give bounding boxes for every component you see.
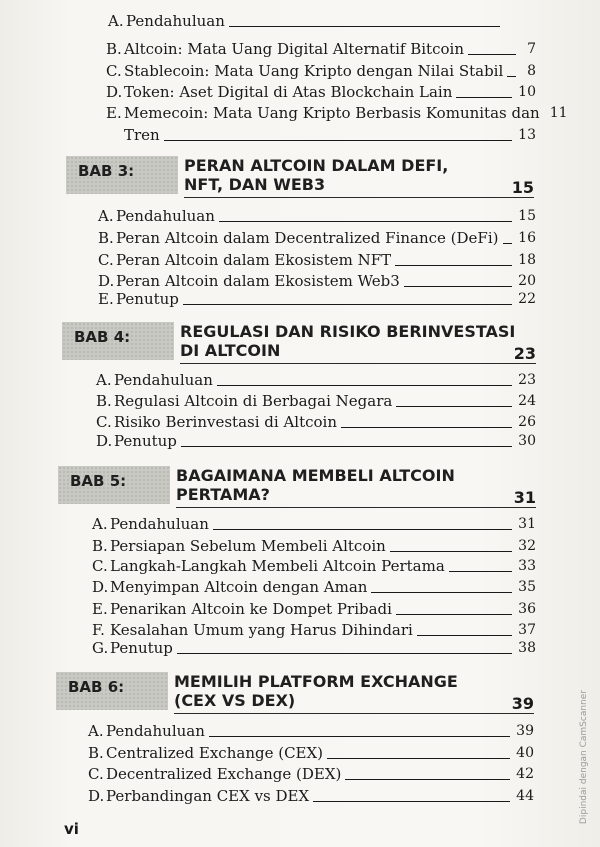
toc-entry [92,537,536,555]
chapter-page: 23 [513,344,536,363]
entry-page: 23 [518,372,536,388]
entry-letter: D. [92,578,109,596]
leader-line [503,243,513,244]
leader-line [395,265,512,266]
chapter-rule [180,363,536,364]
chapter-label-box [66,156,178,194]
entry-title: Decentralized Exchange (DEX) [106,765,342,783]
entry-page: 37 [518,622,536,638]
leader-line [417,635,512,636]
entry-title: Peran Altcoin dalam Ekosistem NFT [116,251,392,269]
toc-entry [92,621,536,639]
entry-title: Penutup [116,290,179,308]
toc-entry [106,62,536,80]
entry-title: Penutup [114,432,177,450]
leader-line [327,758,510,759]
entry-title: Penarikan Altcoin ke Dompet Pribadi [110,600,392,618]
leader-line [209,736,510,737]
entry-letter: A. [98,207,114,225]
leader-line [229,26,500,27]
entry-title: Tren [124,126,160,144]
scanner-watermark: Dipindai dengan CamScanner [579,690,589,825]
toc-entry [96,371,536,389]
entry-letter: E. [106,104,122,122]
chapter-label: BAB 4: [74,328,131,346]
chapter-label: BAB 5: [70,472,127,490]
entry-page: 20 [518,273,536,289]
entry-page: 40 [516,745,534,761]
entry-page: 32 [518,538,536,554]
chapter-rule [174,713,534,714]
entry-page: 38 [518,640,536,656]
entry-letter: C. [96,413,112,431]
toc-entry [92,515,536,533]
entry-letter: D. [98,272,115,290]
page-folio: vi [64,820,79,838]
chapter-rule [184,197,534,198]
toc-entry [88,787,534,805]
leader-line [217,385,512,386]
entry-title: Centralized Exchange (CEX) [106,744,324,762]
entry-letter: A. [88,722,104,740]
entry-title: Pendahuluan [110,515,209,533]
entry-letter: B. [98,229,114,247]
leader-line [181,446,512,447]
entry-letter: B. [106,40,122,58]
toc-entry [106,126,536,144]
toc-entry [96,413,536,431]
leader-line [213,529,512,530]
entry-page: 10 [518,84,536,100]
chapter-label-box [62,322,174,360]
entry-page: 13 [518,127,536,143]
entry-title: Pendahuluan [106,722,205,740]
toc-entry [92,557,536,575]
entry-title: Pendahuluan [126,12,225,30]
leader-line [183,304,512,305]
toc-entry [98,290,536,308]
entry-page: 33 [518,558,536,574]
leader-line [341,427,512,428]
toc-entry [106,83,536,101]
entry-letter: E. [92,600,108,618]
chapter-3-heading [66,156,534,202]
toc-entry [98,229,536,247]
chapter-label: BAB 6: [68,678,125,696]
toc-entry [106,104,568,122]
toc-entry [98,207,536,225]
entry-title: Pendahuluan [114,371,213,389]
entry-letter: E. [98,290,114,308]
entry-page: 22 [518,291,536,307]
leader-line [456,97,512,98]
chapter-title: BAGAIMANA MEMBELI ALTCOIN PERTAMA? [176,466,455,504]
entry-title: Altcoin: Mata Uang Digital Alternatif Bitcoin [124,40,464,58]
entry-letter: D. [88,787,105,805]
chapter-label-box [56,672,168,710]
entry-title: Peran Altcoin dalam Ekosistem Web3 [116,272,400,290]
leader-line [345,779,510,780]
toc-entry [106,40,536,58]
leader-line [396,614,512,615]
entry-title: Persiapan Sebelum Membeli Altcoin [110,537,386,555]
toc-entry [96,432,536,450]
entry-page: 30 [518,433,536,449]
entry-title: Regulasi Altcoin di Berbagai Negara [114,392,393,410]
toc-entry [98,272,536,290]
entry-title: Langkah-Langkah Membeli Altcoin Pertama [110,557,445,575]
leader-line [449,571,512,572]
chapter-4-heading [62,322,536,368]
chapter-label: BAB 3: [78,162,135,180]
leader-line [468,54,516,55]
entry-page: 24 [518,393,536,409]
leader-line [313,801,510,802]
toc-entry [98,251,536,269]
entry-letter: D. [96,432,113,450]
chapter-5-heading [58,466,536,512]
entry-letter: F. [92,621,105,639]
entry-title: Risiko Berinvestasi di Altcoin [114,413,338,431]
entry-letter: C. [88,765,104,783]
entry-letter: C. [98,251,114,269]
leader-line [177,653,512,654]
entry-page: 42 [516,766,534,782]
toc-entry [92,600,536,618]
toc-entry [88,722,534,740]
chapter-6-heading [56,672,534,718]
entry-title: Kesalahan Umum yang Harus Dihindari [110,621,413,639]
chapter-page: 15 [511,178,534,197]
entry-page: 8 [527,63,536,79]
entry-letter: D. [106,83,123,101]
toc-entry [108,12,520,30]
entry-title: Memecoin: Mata Uang Kripto Berbasis Komunitas dan [124,104,540,122]
entry-letter: A. [108,12,124,30]
entry-page: 11 [549,105,568,121]
entry-title: Pendahuluan [116,207,215,225]
entry-title: Stablecoin: Mata Uang Kripto dengan Nilai Stabil [124,62,504,80]
entry-letter: C. [106,62,122,80]
chapter-label-box [58,466,170,504]
entry-page: 36 [518,601,536,617]
entry-title: Perbandingan CEX vs DEX [106,787,310,805]
leader-line [219,221,512,222]
leader-line [396,406,512,407]
entry-title: Token: Aset Digital di Atas Blockchain Lain [124,83,453,101]
leader-line [390,551,512,552]
leader-line [164,140,512,141]
entry-page: 44 [516,788,534,804]
chapter-page: 39 [511,694,534,713]
entry-letter: C. [92,557,108,575]
toc-entry [88,765,534,783]
entry-page: 7 [527,41,536,57]
entry-letter: A. [96,371,112,389]
entry-page: 26 [518,414,536,430]
entry-page: 35 [518,579,536,595]
entry-title: Penutup [110,639,173,657]
toc-entry [92,639,536,657]
entry-letter: B. [92,537,108,555]
toc-entry [92,578,536,596]
entry-page: 31 [518,516,536,532]
leader-line [404,286,512,287]
chapter-rule [176,507,536,508]
chapter-title: PERAN ALTCOIN DALAM DEFI, NFT, DAN WEB3 [184,156,449,194]
entry-page: 16 [518,230,536,246]
entry-page: 39 [516,723,534,739]
entry-title: Peran Altcoin dalam Decentralized Finance (DeFi) [116,229,499,247]
toc-entry [96,392,536,410]
entry-letter: A. [92,515,108,533]
entry-letter: G. [92,639,109,657]
leader-line [507,76,516,77]
entry-letter: B. [96,392,112,410]
chapter-title: REGULASI DAN RISIKO BERINVESTASI DI ALTCOIN [180,322,516,360]
entry-page: 18 [518,252,536,268]
toc-entry [88,744,534,762]
entry-title: Menyimpan Altcoin dengan Aman [110,578,368,596]
chapter-title: MEMILIH PLATFORM EXCHANGE (CEX VS DEX) [174,672,458,710]
entry-letter: B. [88,744,104,762]
entry-page: 15 [518,208,536,224]
chapter-page: 31 [513,488,536,507]
leader-line [371,592,512,593]
